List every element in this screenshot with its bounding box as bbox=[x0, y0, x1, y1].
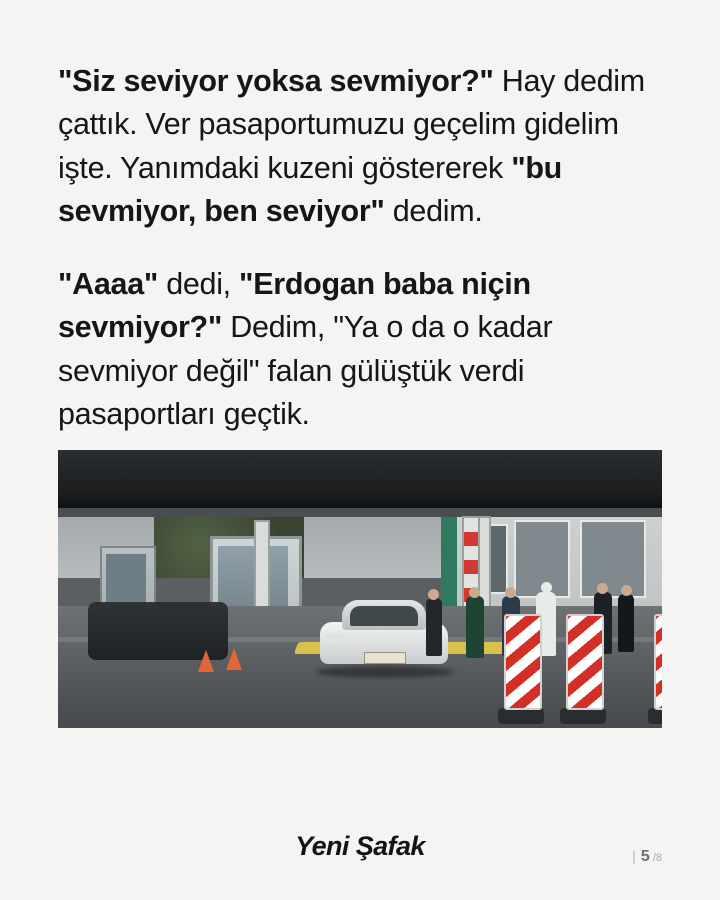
text-run: "Erdogan baba niçin sevmiyor?" bbox=[58, 267, 531, 345]
brand-logo: Yeni Şafak bbox=[295, 830, 425, 861]
barrier-post bbox=[254, 520, 270, 614]
striped-bollard bbox=[504, 614, 542, 710]
bollard-base bbox=[498, 708, 544, 724]
text-run: dedim. bbox=[384, 193, 483, 228]
page-current: 5 bbox=[640, 848, 650, 865]
bollard-base bbox=[560, 708, 606, 724]
building-window bbox=[580, 520, 646, 598]
page-total: /8 bbox=[652, 852, 662, 864]
canopy-roof bbox=[58, 450, 662, 512]
text-run: Hay dedim çattık. Ver pasaportumuzu geçelim gidelim işte. Yanımdaki kuzeni göstererek bbox=[58, 64, 645, 185]
photo bbox=[58, 450, 662, 728]
article-body bbox=[58, 60, 662, 436]
text-run: dedi, bbox=[158, 267, 240, 302]
person-figure bbox=[618, 594, 634, 652]
paragraph-1 bbox=[58, 60, 662, 233]
paragraph-2 bbox=[58, 263, 662, 436]
text-run: "Aaaa" bbox=[58, 267, 159, 302]
car-headlight bbox=[324, 634, 344, 643]
person-figure bbox=[426, 598, 442, 656]
text-run: "Siz seviyor yoksa sevmiyor?" bbox=[58, 64, 494, 98]
car-license-plate bbox=[364, 652, 406, 664]
car-windshield bbox=[350, 606, 418, 626]
page-separator: | bbox=[632, 848, 636, 865]
striped-bollard bbox=[654, 614, 662, 710]
text-run: Dedim, "Ya o da o kadar sevmiyor değil" falan gülüştük verdi pasaportları geçtik. bbox=[58, 310, 553, 432]
person-figure bbox=[466, 596, 484, 658]
striped-bollard bbox=[566, 614, 604, 710]
canopy-edge bbox=[58, 508, 662, 517]
traffic-cone bbox=[198, 650, 214, 672]
card-footer bbox=[58, 792, 662, 900]
bollard-base bbox=[648, 708, 662, 724]
traffic-cone bbox=[226, 648, 242, 670]
text-run: "bu sevmiyor, ben seviyor" bbox=[58, 150, 563, 228]
page-indicator bbox=[632, 848, 662, 866]
